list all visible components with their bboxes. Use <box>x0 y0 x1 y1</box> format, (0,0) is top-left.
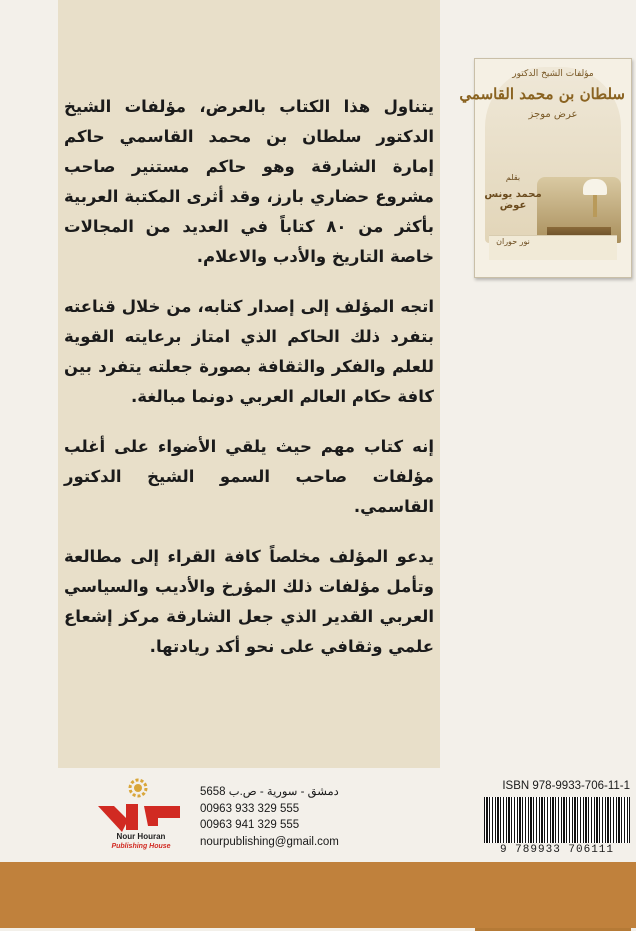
publisher-email: nourpublishing@gmail.com <box>200 835 339 848</box>
publisher-brand-sub: Publishing House <box>111 843 171 850</box>
publisher-phone-1: 00963 933 329 555 <box>200 802 300 815</box>
blurb-paragraph-2: اتجه المؤلف إلى إصدار كتابه، من خلال قناعته بتفرد ذلك الحاكم الذي امتاز برعايته القوية للعلم والفكر والثقافة بصورة جعلته يتفرد بين كافة حكام العالم العربي دونما مبالغة. <box>64 297 434 406</box>
blurb-paragraph-1: يتناول هذا الكتاب بالعرض، مؤلفات الشيخ الدكتور سلطان بن محمد القاسمي حاكم إمارة الشارقة وهو حاكم مستنير صاحب مشروع حضاري بارز، وقد أثرى المكتبة العربية بأكثر من ٨٠ كتاباً في العديد من المجالات خاصة التاريخ والأدب والاعلام. <box>64 97 434 266</box>
blurb-paragraph-3: إنه كتاب مهم حيث يلقي الأضواء على أغلب مؤلفات صاحب السمو الشيخ الدكتور القاسمي. <box>64 437 434 516</box>
lamp-icon <box>583 179 607 195</box>
lamp-stem <box>593 195 597 217</box>
cover-publisher: نور حوران <box>496 237 530 246</box>
barcode-icon <box>484 797 630 843</box>
cover-author-prefix: بقلم <box>505 173 521 182</box>
publisher-address: دمشق - سورية - ص.ب 5658 <box>200 786 339 798</box>
publisher-contact <box>200 784 376 850</box>
cover-subtitle: عرض موجز <box>528 109 578 120</box>
bottom-color-band <box>0 862 636 928</box>
blurb-paragraph-4: يدعو المؤلف مخلصاً كافة القراء إلى مطالعة وتأمل مؤلفات ذلك المؤرخ والأديب والسياسي العربي القدير الذي جعل الشارقة مركز إشعاع علمي وثقافي على نحو أكد ريادتها. <box>64 547 434 656</box>
cover-title: سلطان بن محمد القاسمي <box>459 85 625 103</box>
publisher-brand: Nour Houran <box>116 832 166 841</box>
barcode-digits: 9 789933 706111 <box>484 844 630 856</box>
cover-small-heading: مؤلفات الشيخ الدكتور <box>512 69 594 79</box>
front-cover-thumbnail <box>459 58 632 278</box>
publisher-phone-2: 00963 941 329 555 <box>200 819 300 831</box>
cover-author: محمد يونس عوض <box>484 189 542 211</box>
back-cover-blurb <box>64 92 434 682</box>
isbn-label: ISBN 978-9933-706-11-1 <box>502 780 630 792</box>
